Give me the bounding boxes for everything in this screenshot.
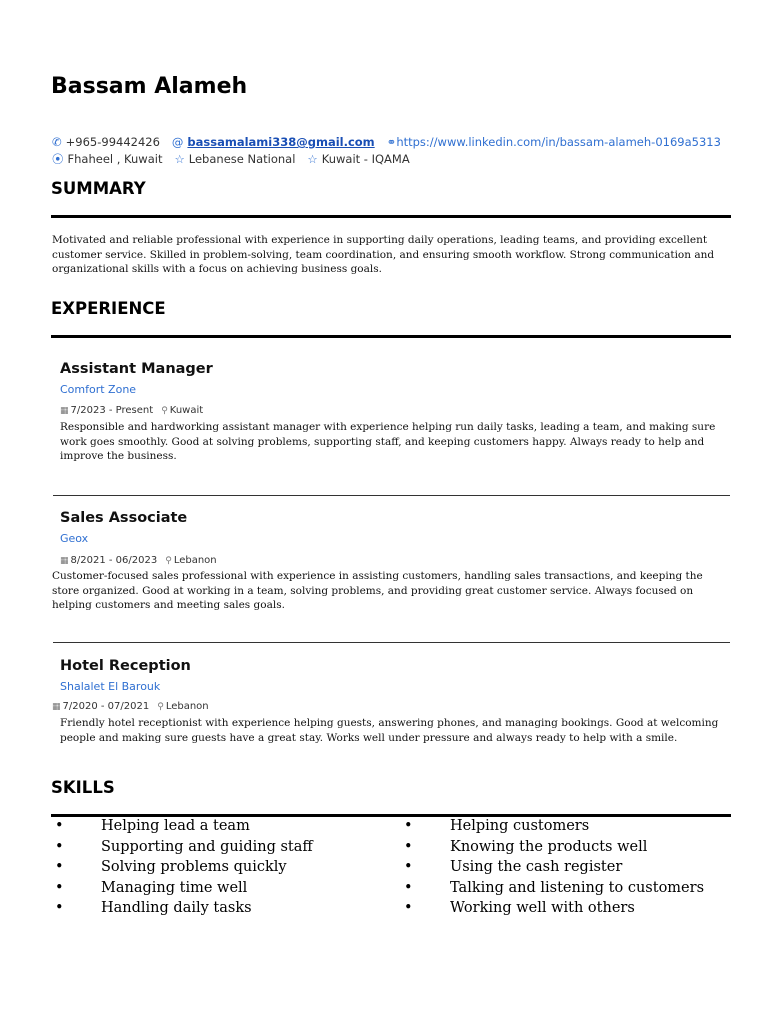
at-icon: @ (171, 135, 184, 149)
skill-item (404, 839, 744, 860)
skills-list-right (404, 818, 744, 921)
pin-icon: ⦿ (52, 152, 64, 166)
summary-heading: SUMMARY (51, 179, 146, 198)
map-pin-icon: ⚲ (157, 701, 164, 712)
skill-item (55, 859, 395, 880)
job-location: Lebanon (165, 701, 209, 712)
contact-row-secondary (52, 151, 410, 167)
job-title: Sales Associate (60, 510, 188, 526)
skill-text: Talking and listening to customers (450, 879, 705, 896)
skill-text: Knowing the products well (450, 838, 648, 855)
location-text: Fhaheel , Kuwait (67, 152, 163, 166)
job-dates: 8/2021 - 06/2023 (70, 555, 158, 566)
bullet: • (55, 818, 64, 834)
skill-text: Managing time well (101, 879, 248, 896)
skill-text: Supporting and guiding staff (101, 838, 313, 855)
job-dates: 7/2020 - 07/2021 (62, 701, 150, 712)
job-dates: 7/2023 - Present (70, 405, 154, 416)
summary-text: Motivated and reliable professional with experience in supporting daily operations, leading teams, and providing excellent customer service. Skilled in problem-solving, team coordination, and ensuring smooth workflow. Strong communication and organizational skills with a focus on achieving business goals. (52, 234, 715, 275)
calendar-icon: ▦ (60, 405, 69, 416)
company-name: Comfort Zone (60, 383, 137, 396)
map-pin-icon: ⚲ (165, 555, 172, 566)
bullet: • (404, 818, 413, 834)
bullet: • (55, 879, 64, 896)
job-meta (60, 405, 203, 416)
residency-text: Kuwait - IQAMA (321, 152, 410, 166)
skills-heading: SKILLS (51, 778, 115, 797)
job-title: Assistant Manager (60, 361, 213, 377)
calendar-icon: ▦ (52, 701, 61, 712)
skill-item (404, 818, 744, 839)
experience-divider (51, 335, 731, 338)
phone-number[interactable]: +965-99442426 (65, 135, 160, 149)
experience-heading: EXPERIENCE (51, 299, 166, 318)
skill-text: Solving problems quickly (101, 859, 287, 875)
company-name: Shalalet El Barouk (60, 680, 161, 693)
skills-divider (51, 814, 731, 817)
bullet: • (404, 838, 413, 855)
email-link[interactable]: bassamalami338@gmail.com (187, 135, 375, 149)
bullet: • (404, 859, 413, 875)
bullet: • (404, 900, 413, 916)
company-name: Geox (60, 532, 89, 545)
job-title: Hotel Reception (60, 658, 191, 674)
job-description: Customer-focused sales professional with experience in assisting customers, handling sales transactions, and keeping the store organized. Good at working in a team, solving problems, and providing great customer service. Always focused on helping customers and meeting sales goals. (52, 570, 703, 611)
bullet: • (55, 838, 64, 855)
job-meta (60, 555, 217, 566)
skill-text: Helping lead a team (101, 818, 250, 834)
map-pin-icon: ⚲ (161, 405, 168, 416)
contact-row-primary (52, 135, 721, 149)
bullet: • (404, 879, 413, 896)
job-location: Kuwait (169, 405, 204, 416)
skill-item (55, 839, 395, 860)
job-divider (53, 642, 730, 643)
skill-item (55, 818, 395, 839)
calendar-icon: ▦ (60, 555, 69, 566)
star-icon: ☆ (307, 152, 318, 166)
link-icon: ⚭ (386, 135, 397, 149)
skill-text: Using the cash register (450, 859, 623, 875)
job-description: Responsible and hardworking assistant manager with experience helping run daily tasks, leading a team, and making sure work goes smoothly. Good at solving problems, supporting staff, and keeping customers happy. Always ready to help and improve the business. (60, 421, 716, 462)
skill-text: Working well with others (450, 900, 635, 916)
summary-divider (51, 215, 731, 218)
candidate-name: Bassam Alameh (51, 74, 248, 99)
phone-icon: ✆ (52, 135, 62, 149)
job-divider (53, 495, 730, 496)
skill-item (55, 880, 395, 901)
star-icon: ☆ (174, 152, 185, 166)
skill-item (404, 859, 744, 880)
bullet: • (55, 859, 64, 875)
skill-item (404, 880, 744, 901)
skills-list-left (55, 818, 395, 921)
skill-text: Helping customers (450, 818, 590, 834)
job-meta (52, 701, 209, 712)
skill-text: Handling daily tasks (101, 900, 252, 916)
linkedin-link[interactable]: https://www.linkedin.com/in/bassam-alameh-0169a5313 (396, 135, 721, 149)
bullet: • (55, 900, 64, 916)
nationality-text: Lebanese National (188, 152, 296, 166)
job-location: Lebanon (173, 555, 217, 566)
skill-item (55, 900, 395, 921)
skill-item (404, 900, 744, 921)
job-description: Friendly hotel receptionist with experience helping guests, answering phones, and managing bookings. Good at welcoming people and making sure guests have a great stay. Works well under pressure and always ready to help with a smile. (60, 717, 719, 744)
